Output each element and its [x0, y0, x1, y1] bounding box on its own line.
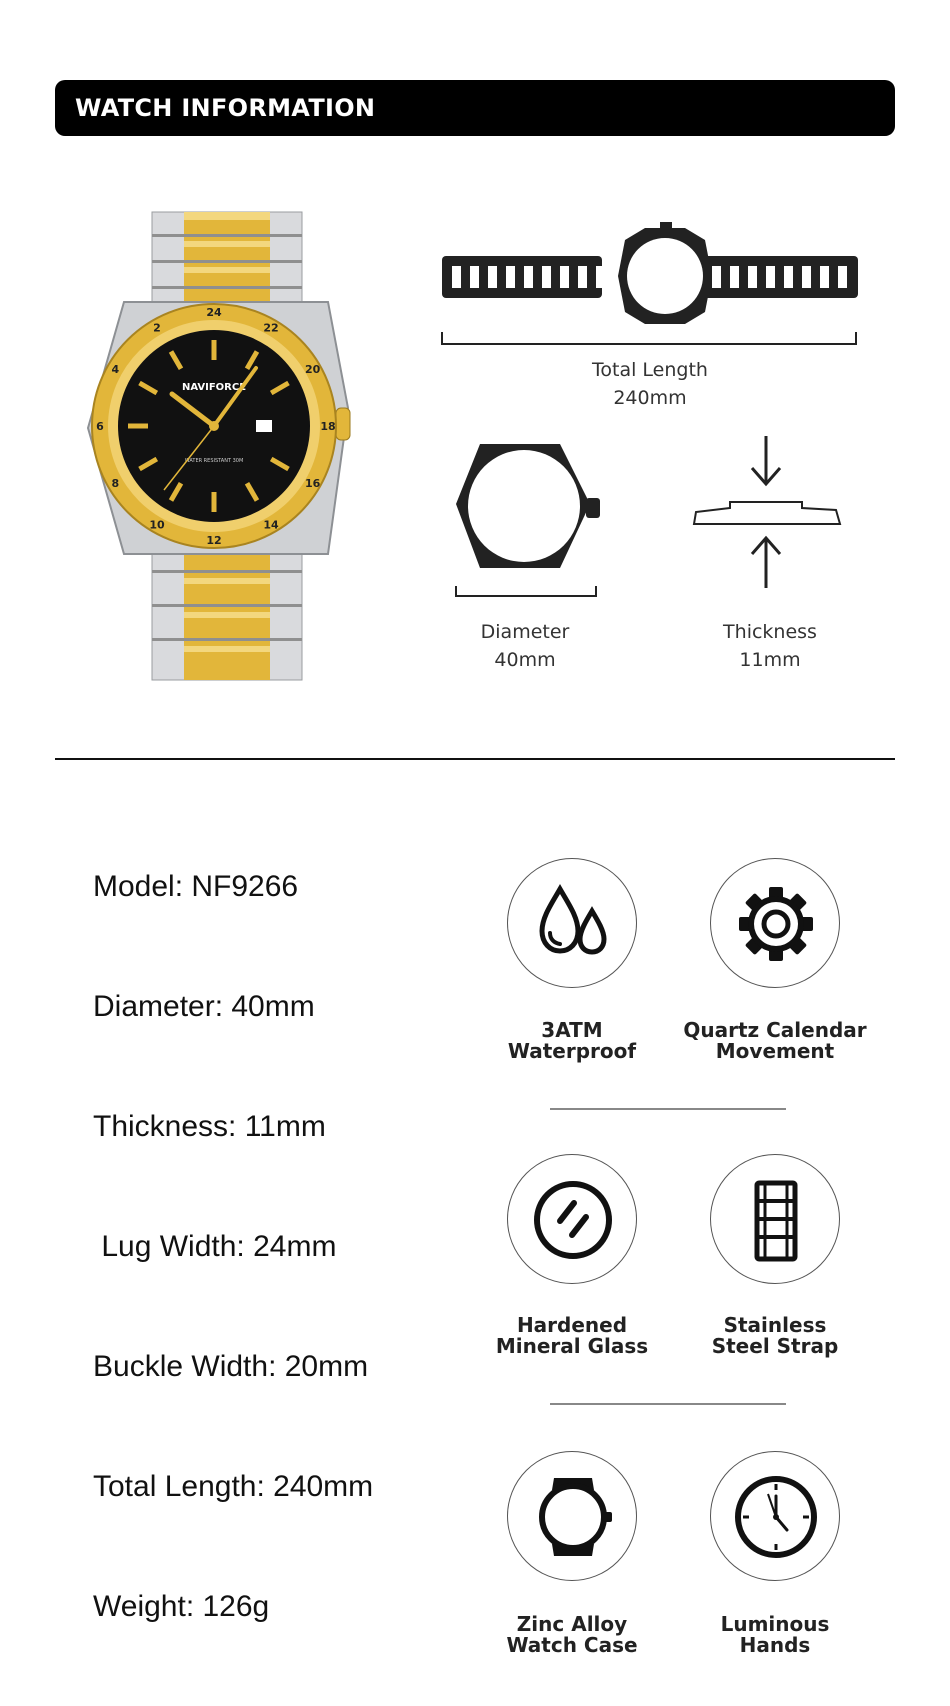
bezel-number: 6	[96, 420, 104, 433]
bezel-number: 18	[320, 420, 336, 433]
feature-separator	[550, 1403, 786, 1405]
spec-model: Model: NF9266	[93, 870, 299, 903]
feature-hands	[710, 1451, 840, 1581]
section-divider	[55, 758, 895, 760]
bezel-number: 8	[111, 477, 120, 490]
feature-case-label: Zinc Alloy Watch Case	[506, 1612, 638, 1657]
bezel-number: 2	[153, 321, 161, 335]
diameter-value: 40mm	[494, 649, 556, 671]
bracelet-top	[152, 212, 302, 302]
total-length-caption	[530, 356, 770, 412]
diameter-label: Diameter	[480, 621, 570, 643]
spec-lug-width: Lug Width: 24mm	[93, 1230, 337, 1263]
feature-waterproof-label: 3ATM Waterproof	[507, 1018, 637, 1063]
feature-glass-label: Hardened Mineral Glass	[495, 1313, 649, 1358]
clock-hands-icon	[711, 1452, 841, 1582]
spec-diameter: Diameter: 40mm	[93, 990, 315, 1023]
section-banner	[55, 80, 895, 136]
watch-case-icon	[508, 1452, 638, 1582]
diameter-diagram	[450, 436, 610, 606]
bezel-number: 24	[206, 306, 222, 319]
feature-waterproof	[507, 858, 637, 988]
diameter-bracket	[456, 586, 596, 596]
water-drops-icon	[508, 859, 638, 989]
date-window	[256, 420, 272, 432]
thickness-caption	[670, 618, 870, 674]
total-length-label: Total Length	[592, 359, 708, 381]
bezel-number: 22	[263, 321, 279, 335]
bezel-number: 14	[263, 518, 279, 532]
thickness-value: 11mm	[739, 649, 801, 671]
thickness-label: Thickness	[723, 621, 817, 643]
steel-strap-icon	[711, 1155, 841, 1285]
bezel-number: 10	[149, 518, 165, 532]
feature-case	[507, 1451, 637, 1581]
spec-thickness: Thickness: 11mm	[93, 1110, 326, 1143]
bracelet-bottom	[152, 540, 302, 680]
dial-brand: NAVIFORCE	[181, 382, 247, 393]
bezel-number: 20	[305, 363, 321, 376]
feature-movement	[710, 858, 840, 988]
bezel-number: 12	[206, 534, 222, 547]
feature-glass	[507, 1154, 637, 1284]
bezel-number: 4	[111, 363, 120, 376]
total-length-diagram	[440, 220, 860, 350]
gear-icon	[711, 859, 841, 989]
mineral-glass-icon	[508, 1155, 638, 1285]
dial-water-text: WATER RESISTANT 30M	[184, 458, 244, 464]
diameter-caption	[425, 618, 625, 674]
spec-total-length: Total Length: 240mm	[93, 1470, 374, 1503]
feature-movement-label: Quartz Calendar Movement	[683, 1018, 867, 1063]
feature-hands-label: Luminous Hands	[720, 1612, 830, 1657]
banner-title: WATCH INFORMATION	[75, 94, 376, 122]
total-length-value: 240mm	[613, 387, 687, 409]
length-bracket	[442, 332, 856, 344]
bezel-number: 16	[305, 477, 321, 490]
feature-strap	[710, 1154, 840, 1284]
feature-strap-label: Stainless Steel Strap	[711, 1313, 839, 1358]
thickness-diagram	[690, 432, 850, 592]
feature-separator	[550, 1108, 786, 1110]
spec-buckle-width: Buckle Width: 20mm	[93, 1350, 369, 1383]
watch-crown	[336, 408, 350, 440]
bracelet-side-icon	[442, 222, 858, 324]
spec-weight: Weight: 126g	[93, 1590, 270, 1623]
watch-product-image	[80, 208, 370, 688]
